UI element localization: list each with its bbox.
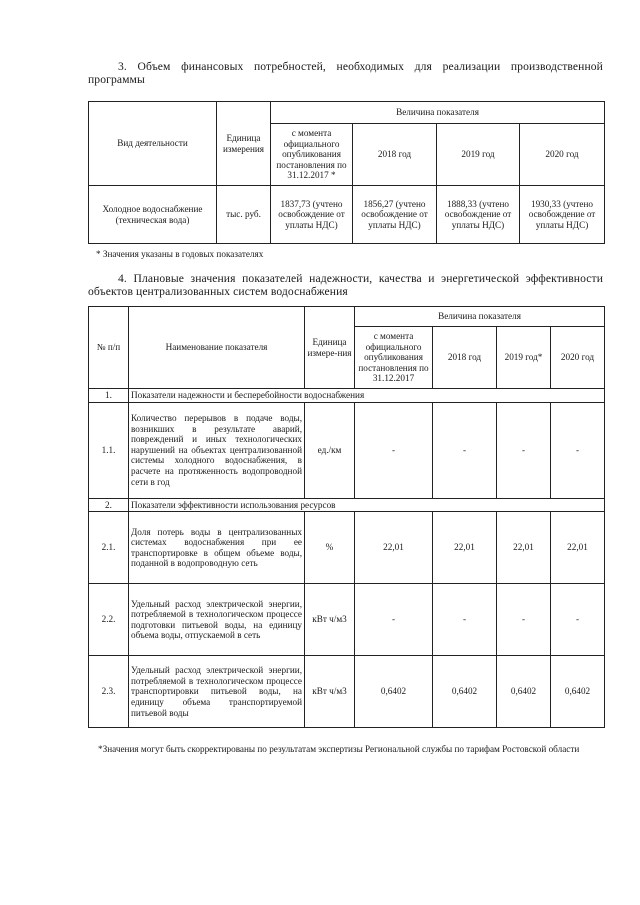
row-num: 1.1. (89, 402, 129, 498)
row-num: 2. (89, 498, 129, 512)
row-value: 0,6402 (433, 656, 497, 728)
row-value: - (551, 402, 605, 498)
header-period: 2020 год (551, 327, 605, 389)
header-period: 2019 год* (497, 327, 551, 389)
cell-activity: Холодное водоснабжение (техническая вода) (89, 186, 217, 244)
header-period: 2020 год (520, 124, 605, 186)
row-value: - (551, 584, 605, 656)
row-value: - (497, 402, 551, 498)
section-4-heading: 4. Плановые значения показателей надежности, качества и энергетической эффективности объектов централизованных систем водоснабжения (88, 272, 603, 298)
row-num: 1. (89, 389, 129, 403)
row-value: - (497, 584, 551, 656)
row-unit: кВт ч/м3 (305, 584, 355, 656)
row-value: - (355, 402, 433, 498)
section-3-footnote: * Значения указаны в годовых показателях (96, 249, 264, 259)
row-unit: кВт ч/м3 (305, 656, 355, 728)
header-period: с момента официального опубликования постановления по 31.12.2017 (355, 327, 433, 389)
row-unit: % (305, 512, 355, 584)
row-value: - (355, 584, 433, 656)
header-unit: Единица измерения (217, 102, 271, 186)
row-value: - (433, 584, 497, 656)
header-num: № п/п (89, 307, 129, 389)
row-value: 22,01 (551, 512, 605, 584)
row-num: 2.2. (89, 584, 129, 656)
indicators-table (88, 306, 605, 728)
header-period: с момента официального опубликования постановления по 31.12.2017 * (271, 124, 353, 186)
row-value: 22,01 (433, 512, 497, 584)
cell-value: 1930,33 (учтено освобождение от уплаты НДС) (520, 186, 605, 244)
header-activity: Вид деятельности (89, 102, 217, 186)
row-name: Количество перерывов в подаче воды, возникших в результате аварий, повреждений и иных технологических нарушений на объектах централизованной системы холодного водоснабжения, в расчете на протяженность водопроводной сети в год (129, 402, 305, 498)
row-value: 22,01 (497, 512, 551, 584)
cell-value: 1856,27 (учтено освобождение от уплаты НДС) (353, 186, 437, 244)
section-4-footnote: *Значения могут быть скорректированы по результатам экспертизы Региональной службы по тарифам Ростовской области (98, 744, 580, 754)
row-value: 22,01 (355, 512, 433, 584)
header-period: 2018 год (353, 124, 437, 186)
row-num: 2.1. (89, 512, 129, 584)
header-period: 2019 год (437, 124, 520, 186)
row-name: Удельный расход электрической энергии, потребляемой в технологическом процессе подготовки питьевой воды, на единицу объема воды, отпускаемой в сеть (129, 584, 305, 656)
cell-value: 1837,73 (учтено освобождение от уплаты НДС) (271, 186, 353, 244)
section-row-title: Показатели эффективности использования ресурсов (129, 498, 605, 512)
financial-needs-table (88, 101, 605, 244)
row-value: 0,6402 (551, 656, 605, 728)
header-value-group: Величина показателя (271, 102, 605, 124)
row-name: Удельный расход электрической энергии, потребляемой в технологическом процессе транспортировки питьевой воды, на единицу объема транспортируемой питьевой воды (129, 656, 305, 728)
row-name: Доля потерь воды в централизованных системах водоснабжения при ее транспортировке в общем объеме воды, поданной в водопроводную сеть (129, 512, 305, 584)
row-value: 0,6402 (497, 656, 551, 728)
cell-value: 1888,33 (учтено освобождение от уплаты НДС) (437, 186, 520, 244)
row-value: - (433, 402, 497, 498)
header-name: Наименование показателя (129, 307, 305, 389)
header-unit: Единица измере-ния (305, 307, 355, 389)
row-unit: ед./км (305, 402, 355, 498)
header-value-group: Величина показателя (355, 307, 605, 327)
section-3-heading: 3. Объем финансовых потребностей, необходимых для реализации производственной программы (88, 60, 603, 86)
section-row-title: Показатели надежности и бесперебойности водоснабжения (129, 389, 605, 403)
cell-unit: тыс. руб. (217, 186, 271, 244)
header-period: 2018 год (433, 327, 497, 389)
row-value: 0,6402 (355, 656, 433, 728)
row-num: 2.3. (89, 656, 129, 728)
